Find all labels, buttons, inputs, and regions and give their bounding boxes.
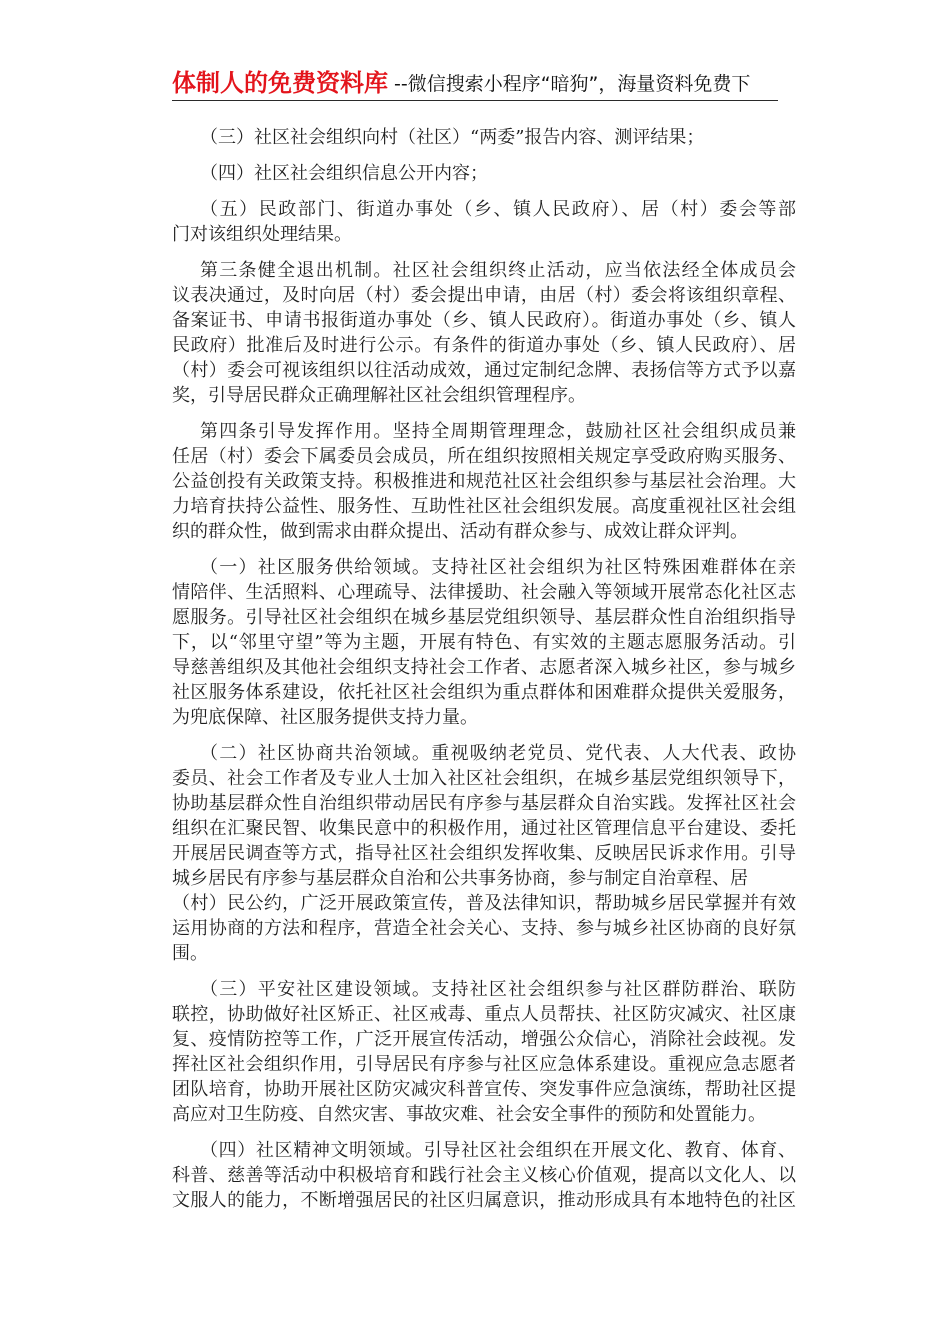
text-line: （四）社区精神文明领域。引导社区社会组织在开展文化、教育、体育、 — [200, 1140, 796, 1161]
text-line: （一）社区服务供给领域。支持社区社会组织为社区特殊困难群体在亲 — [200, 557, 796, 578]
text-line: （三）平安社区建设领域。支持社区社会组织参与社区群防群治、联防 — [200, 979, 796, 1000]
text-line: （二）社区协商共治领域。重视吸纳老党员、党代表、人大代表、政协 — [200, 743, 796, 764]
text-line: 高应对卫生防疫、自然灾害、事故灾难、社会安全事件的预防和处置能力。 — [172, 1104, 766, 1125]
text-line: 委员、社会工作者及专业人士加入社区社会组织，在城乡基层党组织领导下， — [172, 768, 796, 789]
text-line: 复、疫情防控等工作，广泛开展宣传活动，增强公众信心，消除社会歧视。发 — [172, 1029, 796, 1050]
text-line: 联控，协助做好社区矫正、社区戒毒、重点人员帮扶、社区防灾减灾、社区康 — [172, 1004, 796, 1025]
text-line: （四）社区社会组织信息公开内容； — [200, 163, 488, 184]
text-line: 议表决通过，及时向居（村）委会提出申请，由居（村）委会将该组织章程、 — [172, 285, 796, 306]
text-line: 运用协商的方法和程序，营造全社会关心、支持、参与城乡社区协商的良好氛 — [172, 918, 796, 939]
paragraph-article-three — [172, 258, 796, 408]
text-line: 挥社区社会组织作用，引导居民有序参与社区应急体系建设。重视应急志愿者 — [172, 1054, 796, 1075]
text-line: 导慈善组织及其他社会组织支持社会工作者、志愿者深入城乡社区，参与城乡 — [172, 657, 796, 678]
text-line: 任居（村）委会下属委员会成员，所在组织按照相关规定享受政府购买服务、 — [172, 446, 796, 467]
text-line: 力培育扶持公益性、服务性、互助性社区社会组织发展。高度重视社区社会组 — [172, 496, 796, 517]
header-slogan: --微信搜索小程序“暗狗”，海量资料免费下 — [394, 73, 751, 95]
text-line: 第三条健全退出机制。社区社会组织终止活动，应当依法经全体成员会 — [200, 260, 796, 281]
text-line: 团队培育，协助开展社区防灾减灾科普宣传、突发事件应急演练，帮助社区提 — [172, 1079, 796, 1100]
page-header — [172, 66, 778, 101]
paragraph-service-supply — [172, 555, 796, 730]
text-line: 开展居民调查等方式，指导社区社会组织发挥收集、反映居民诉求作用。引导 — [172, 843, 796, 864]
paragraph-report-content — [172, 125, 796, 150]
text-line: （村）委会可视该组织以往活动成效，通过定制纪念牌、表扬信等方式予以嘉 — [172, 360, 796, 381]
paragraph-handling-results — [172, 197, 796, 247]
text-line: 门对该组织处理结果。 — [172, 224, 352, 245]
text-line: 公益创投有关政策支持。积极推进和规范社区社会组织参与基层社会治理。大 — [172, 471, 796, 492]
text-line: 协助基层群众性自治组织带动居民有序参与基层群众自治实践。发挥社区社会 — [172, 793, 796, 814]
text-line: 民政府）批准后及时进行公示。有条件的街道办事处（乡、镇人民政府）、居 — [172, 335, 796, 356]
text-line: 织的群众性，做到需求由群众提出、活动有群众参与、成效让群众评判。 — [172, 521, 748, 542]
brand-name: 体制人的免费资料库 — [172, 69, 388, 97]
text-line: （村）民公约，广泛开展政策宣传，普及法律知识，帮助城乡居民掌握并有效 — [172, 893, 796, 914]
document-body — [172, 125, 796, 1224]
paragraph-safe-community — [172, 977, 796, 1127]
text-line: 社区服务体系建设，依托社区社会组织为重点群体和困难群众提供关爱服务， — [172, 682, 796, 703]
text-line: 下，以“邻里守望”等为主题，开展有特色、有实效的主题志愿服务活动。引 — [172, 632, 796, 653]
text-line: 文服人的能力，不断增强居民的社区归属意识，推动形成具有本地特色的社区 — [172, 1190, 796, 1211]
text-line: 情陪伴、生活照料、心理疏导、法律援助、社会融入等领域开展常态化社区志 — [172, 582, 796, 603]
text-line: 城乡居民有序参与基层群众自治和公共事务协商，参与制定自治章程、居 — [172, 868, 748, 889]
text-line: 组织在汇聚民智、收集民意中的积极作用，通过社区管理信息平台建设、委托 — [172, 818, 796, 839]
text-line: 科普、慈善等活动中积极培育和践行社会主义核心价值观，提高以文化人、以 — [172, 1165, 796, 1186]
text-line: 第四条引导发挥作用。坚持全周期管理理念，鼓励社区社会组织成员兼 — [200, 421, 796, 442]
paragraph-article-four — [172, 419, 796, 544]
text-line: （五）民政部门、街道办事处（乡、镇人民政府）、居（村）委会等部 — [200, 199, 796, 220]
paragraph-info-disclosure — [172, 161, 796, 186]
text-line: 愿服务。引导社区社会组织在城乡基层党组织领导、基层群众性自治组织指导 — [172, 607, 796, 628]
text-line: 备案证书、申请书报街道办事处（乡、镇人民政府）。街道办事处（乡、镇人 — [172, 310, 796, 331]
text-line: 围。 — [172, 943, 208, 964]
text-line: 为兜底保障、社区服务提供支持力量。 — [172, 707, 478, 728]
text-line: 奖，引导居民群众正确理解社区社会组织管理程序。 — [172, 385, 586, 406]
text-line: （三）社区社会组织向村（社区）“两委”报告内容、测评结果； — [200, 127, 705, 148]
paragraph-consultation — [172, 741, 796, 966]
paragraph-spiritual-civilization — [172, 1138, 796, 1213]
